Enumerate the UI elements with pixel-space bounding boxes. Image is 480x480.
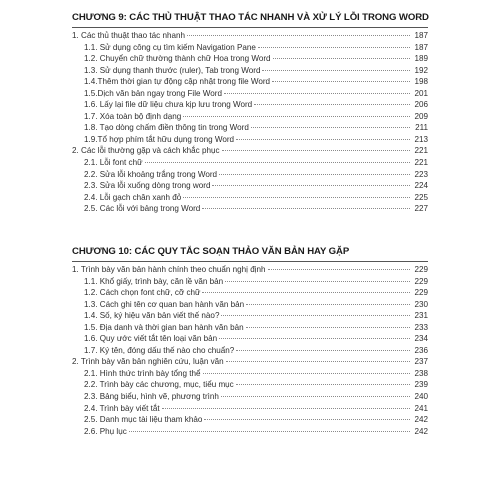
dot-leader	[236, 384, 410, 385]
toc-entry-label: 2.6. Phụ lục	[84, 426, 127, 436]
dot-leader	[225, 281, 410, 282]
toc-entry-label: 2.2. Sửa lỗi khoảng trắng trong Word	[84, 169, 218, 179]
toc-entry	[72, 299, 428, 311]
dot-leader	[183, 116, 410, 117]
toc-entry	[72, 379, 428, 391]
chapter-10-section	[72, 246, 428, 437]
toc-entry	[72, 145, 428, 157]
toc-entry-page-number: 187	[414, 42, 428, 52]
toc-entry-page-number: 230	[414, 299, 428, 309]
toc-entry-page-number: 231	[414, 311, 428, 321]
toc-entry-label: 1.4. Số, ký hiệu văn bản viết thế nào?	[84, 311, 220, 321]
dot-leader	[221, 396, 410, 397]
dot-leader	[246, 304, 410, 305]
toc-entry-label: 2.1. Hình thức trình bày tổng thể	[84, 368, 201, 378]
dot-leader	[254, 104, 410, 105]
toc-entry-label: 2.3. Sửa lỗi xuống dòng trong word	[84, 181, 211, 191]
toc-entry-page-number: 233	[414, 322, 428, 332]
toc-entry-page-number: 242	[414, 415, 428, 425]
toc-entry-page-number: 192	[414, 65, 428, 75]
toc-entry-label: 1.8. Tạo dòng chấm điền thông tin trong Word	[84, 123, 249, 133]
dot-leader	[162, 408, 410, 409]
toc-entry-page-number: 189	[414, 54, 428, 64]
toc-entry-label: 2.5. Các lỗi với bảng trong Word	[84, 204, 201, 214]
toc-entry	[72, 65, 428, 77]
toc-entry-label: 1.2. Cách chọn font chữ, cỡ chữ	[84, 288, 201, 298]
toc-entry	[72, 333, 428, 345]
toc-entry	[72, 111, 428, 123]
dot-leader	[222, 150, 410, 151]
toc-entry-label: 2.4. Trình bày viết tắt	[84, 403, 160, 413]
dot-leader	[246, 327, 410, 328]
toc-entry	[72, 99, 428, 111]
toc-entry-page-number: 234	[414, 334, 428, 344]
toc-entry	[72, 42, 428, 54]
dot-leader	[221, 315, 410, 316]
toc-entry	[72, 169, 428, 181]
chapter-9-section	[72, 12, 428, 215]
toc-entry-page-number: 209	[414, 111, 428, 121]
dot-leader	[251, 127, 410, 128]
dot-leader	[236, 139, 410, 140]
dot-leader	[202, 292, 410, 293]
toc-entry-label: 1.5. Địa danh và thời gian ban hành văn bản	[84, 322, 244, 332]
dot-leader	[224, 93, 410, 94]
chapter-title: CHƯƠNG 10: CÁC QUY TẮC SOẠN THẢO VĂN BẢN HAY GẶP	[72, 246, 428, 262]
toc-entry	[72, 134, 428, 146]
toc-entry	[72, 403, 428, 415]
toc-entry-label: 2.3. Bảng biểu, hình vẽ, phương trình	[84, 392, 219, 402]
chapter-title: CHƯƠNG 9: CÁC THỦ THUẬT THAO TÁC NHANH VÀ XỬ LÝ LỖI TRONG WORD	[72, 12, 428, 28]
toc-entry-label: 1.1. Sử dụng công cụ tìm kiếm Navigation Pane	[84, 42, 256, 52]
toc-entry-page-number: 223	[414, 169, 428, 179]
toc-entry-page-number: 201	[414, 88, 428, 98]
toc-entry	[72, 264, 428, 276]
toc-list	[72, 30, 428, 215]
toc-entry-page-number: 221	[414, 146, 428, 156]
toc-entry	[72, 30, 428, 42]
toc-entry-page-number: 221	[414, 158, 428, 168]
toc-entry	[72, 180, 428, 192]
toc-entry-page-number: 225	[414, 192, 428, 202]
toc-entry	[72, 287, 428, 299]
toc-entry-page-number: 211	[415, 123, 428, 133]
toc-entry	[72, 157, 428, 169]
dot-leader	[236, 350, 410, 351]
toc-entry	[72, 53, 428, 65]
toc-entry	[72, 310, 428, 322]
toc-entry-label: 1.1. Khổ giấy, trình bày, căn lề văn bản	[84, 276, 224, 286]
toc-entry-page-number: 240	[414, 392, 428, 402]
toc-entry-label: 2.5. Danh mục tài liệu tham khảo	[84, 415, 203, 425]
toc-entry-page-number: 241	[414, 403, 428, 413]
dot-leader	[219, 338, 410, 339]
toc-entry-label: 1.4.Thêm thời gian tự động cập nhật trong file Word	[84, 77, 271, 87]
toc-entry-page-number: 187	[414, 31, 428, 40]
toc-entry	[72, 426, 428, 438]
dot-leader	[226, 361, 410, 362]
toc-entry-page-number: 206	[414, 100, 428, 110]
toc-entry-page-number: 237	[414, 357, 428, 367]
toc-entry	[72, 76, 428, 88]
toc-entry	[72, 345, 428, 357]
toc-entry	[72, 356, 428, 368]
toc-entry-page-number: 227	[414, 204, 428, 214]
toc-entry-label: 1.5.Dịch văn bản ngay trong File Word	[84, 88, 222, 98]
toc-entry	[72, 322, 428, 334]
toc-entry-label: 2.2. Trình bày các chương, mục, tiểu mục	[84, 380, 234, 390]
dot-leader	[203, 373, 410, 374]
toc-entry	[72, 276, 428, 288]
dot-leader	[273, 58, 410, 59]
toc-entry	[72, 122, 428, 134]
dot-leader	[272, 81, 410, 82]
toc-entry-label: 2.4. Lỗi gạch chân xanh đỏ	[84, 192, 182, 202]
dot-leader	[145, 162, 410, 163]
toc-entry-page-number: 238	[414, 368, 428, 378]
toc-list	[72, 264, 428, 437]
toc-entry	[72, 203, 428, 215]
toc-entry-page-number: 213	[414, 134, 428, 144]
dot-leader	[187, 35, 410, 36]
dot-leader	[204, 419, 410, 420]
toc-entry-page-number: 229	[414, 276, 428, 286]
toc-entry-label: 2.1. Lỗi font chữ	[84, 158, 143, 168]
dot-leader	[212, 185, 410, 186]
toc-entry-label: 2. Trình bày văn bản nghiên cứu, luận văn	[72, 357, 224, 367]
toc-entry-label: 1.7. Xóa toàn bộ định dạng	[84, 111, 182, 121]
toc-entry-label: 1.2. Chuyển chữ thường thành chữ Hoa trong Word	[84, 54, 271, 64]
toc-entry	[72, 88, 428, 100]
toc-entry	[72, 192, 428, 204]
dot-leader	[268, 269, 411, 270]
dot-leader	[258, 47, 410, 48]
toc-entry	[72, 391, 428, 403]
toc-entry-label: 1.3. Cách ghi tên cơ quan ban hành văn bản	[84, 299, 245, 309]
toc-entry	[72, 368, 428, 380]
toc-entry-label: 1.6. Quy ước viết tắt tên loại văn bản	[84, 334, 218, 344]
toc-entry-page-number: 229	[414, 288, 428, 298]
toc-entry-page-number: 236	[414, 345, 428, 355]
toc-entry-page-number: 239	[414, 380, 428, 390]
toc-entry-page-number: 242	[414, 426, 428, 436]
dot-leader	[262, 70, 410, 71]
toc-entry-label: 1.7. Ký tên, đóng dấu thế nào cho chuẩn?	[84, 345, 235, 355]
toc-entry-label: 1. Các thủ thuật thao tác nhanh	[72, 31, 185, 40]
dot-leader	[219, 174, 410, 175]
toc-entry-page-number: 229	[414, 265, 428, 274]
toc-entry-label: 1. Trình bày văn bản hành chính theo chuẩn nghị định	[72, 265, 266, 274]
toc-entry-page-number: 198	[414, 77, 428, 87]
toc-entry	[72, 414, 428, 426]
toc-entry-label: 1.6. Lấy lại file dữ liệu chưa kịp lưu trong Word	[84, 100, 253, 110]
dot-leader	[183, 197, 410, 198]
toc-entry-label: 1.9.Tổ hợp phím tắt hữu dụng trong Word	[84, 134, 235, 144]
toc-entry-label: 2. Các lỗi thường gặp và cách khắc phục	[72, 146, 220, 156]
dot-leader	[129, 431, 410, 432]
dot-leader	[202, 208, 410, 209]
toc-entry-page-number: 224	[414, 181, 428, 191]
toc-entry-label: 1.3. Sử dụng thanh thước (ruler), Tab trong Word	[84, 65, 261, 75]
